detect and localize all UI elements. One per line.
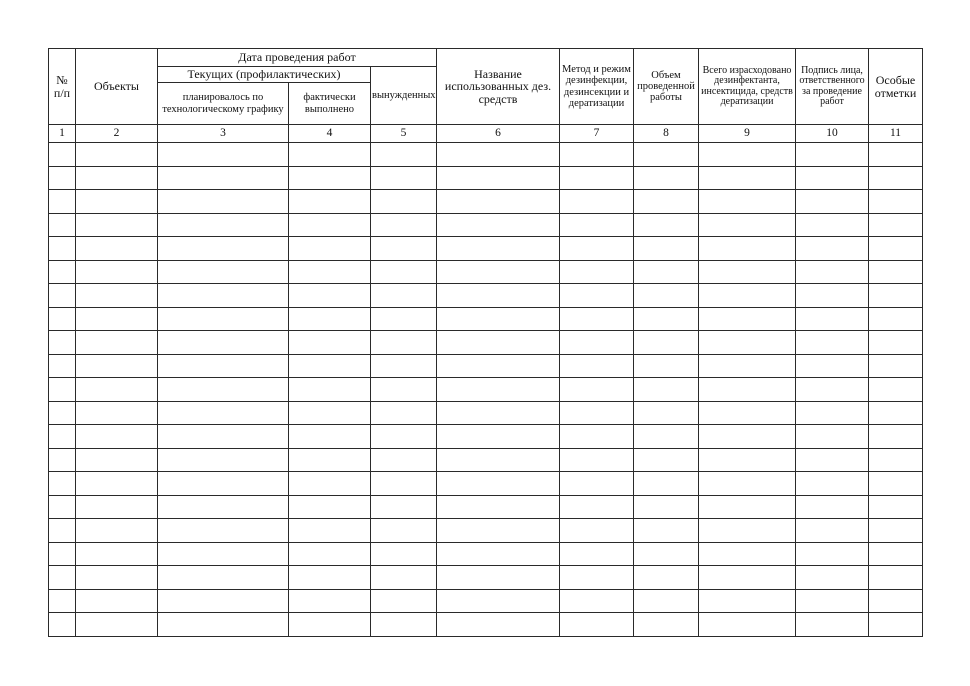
table-cell (560, 566, 634, 590)
table-cell (560, 166, 634, 190)
table-cell (560, 495, 634, 519)
table-cell (869, 542, 923, 566)
table-cell (560, 425, 634, 449)
table-cell (560, 190, 634, 214)
table-cell (634, 354, 699, 378)
table-cell (699, 425, 796, 449)
table-row (49, 448, 923, 472)
table-cell (869, 190, 923, 214)
table-cell (158, 284, 289, 308)
table-cell (49, 190, 76, 214)
table-cell (437, 354, 560, 378)
table-row (49, 401, 923, 425)
table-row (49, 143, 923, 167)
table-cell (49, 401, 76, 425)
table-cell (76, 472, 158, 496)
table-cell (49, 613, 76, 637)
table-cell (869, 284, 923, 308)
table-cell (699, 307, 796, 331)
table-row (49, 190, 923, 214)
header-signature: Подпись лица, ответственного за проведение работ (796, 49, 869, 125)
table-cell (371, 613, 437, 637)
table-cell (796, 331, 869, 355)
table-cell (634, 190, 699, 214)
table-cell (437, 284, 560, 308)
table-cell (796, 166, 869, 190)
table-cell (76, 284, 158, 308)
table-cell (371, 190, 437, 214)
table-cell (869, 613, 923, 637)
table-cell (49, 589, 76, 613)
table-cell (699, 284, 796, 308)
table-cell (49, 213, 76, 237)
table-cell (560, 519, 634, 543)
column-number: 6 (437, 125, 560, 143)
header-number: № п/п (49, 49, 76, 125)
column-number: 5 (371, 125, 437, 143)
header-total-used: Всего израсходовано дезинфектанта, инсектицида, средств дератизации (699, 49, 796, 125)
table-row (49, 613, 923, 637)
table-cell (796, 401, 869, 425)
table-cell (158, 472, 289, 496)
table-cell (371, 166, 437, 190)
table-cell (49, 566, 76, 590)
table-cell (76, 331, 158, 355)
column-number: 7 (560, 125, 634, 143)
column-numbers-row (49, 125, 923, 143)
table-cell (869, 472, 923, 496)
table-cell (289, 566, 371, 590)
journal-body (49, 143, 923, 637)
table-cell (796, 448, 869, 472)
table-cell (634, 589, 699, 613)
table-cell (289, 143, 371, 167)
table-cell (437, 448, 560, 472)
table-cell (158, 613, 289, 637)
table-cell (869, 213, 923, 237)
table-cell (437, 260, 560, 284)
table-cell (634, 237, 699, 261)
table-cell (76, 190, 158, 214)
table-cell (49, 307, 76, 331)
table-cell (796, 519, 869, 543)
table-cell (437, 237, 560, 261)
column-number: 8 (634, 125, 699, 143)
table-cell (437, 166, 560, 190)
table-cell (76, 589, 158, 613)
table-cell (49, 331, 76, 355)
table-cell (560, 472, 634, 496)
table-cell (699, 613, 796, 637)
table-row (49, 237, 923, 261)
table-cell (699, 566, 796, 590)
table-cell (158, 143, 289, 167)
table-row (49, 495, 923, 519)
table-cell (796, 495, 869, 519)
table-cell (158, 566, 289, 590)
table-cell (371, 307, 437, 331)
table-cell (560, 613, 634, 637)
table-cell (289, 401, 371, 425)
table-cell (699, 143, 796, 167)
table-row (49, 213, 923, 237)
table-cell (289, 166, 371, 190)
table-cell (560, 354, 634, 378)
table-cell (634, 401, 699, 425)
table-cell (49, 143, 76, 167)
table-cell (289, 448, 371, 472)
table-cell (869, 378, 923, 402)
table-cell (158, 354, 289, 378)
table-cell (869, 495, 923, 519)
table-cell (289, 589, 371, 613)
header-special-notes: Особые отметки (869, 49, 923, 125)
table-cell (699, 472, 796, 496)
table-cell (560, 307, 634, 331)
table-cell (699, 213, 796, 237)
table-cell (289, 331, 371, 355)
table-cell (437, 331, 560, 355)
table-cell (371, 284, 437, 308)
table-cell (869, 166, 923, 190)
table-cell (796, 566, 869, 590)
table-cell (869, 589, 923, 613)
table-cell (371, 260, 437, 284)
table-cell (796, 284, 869, 308)
table-cell (869, 237, 923, 261)
header-method: Метод и режим дезинфекции, дезинсекции и дератизации (560, 49, 634, 125)
table-cell (76, 566, 158, 590)
table-cell (76, 378, 158, 402)
table-cell (869, 401, 923, 425)
table-cell (634, 307, 699, 331)
table-cell (289, 378, 371, 402)
column-number: 2 (76, 125, 158, 143)
table-cell (437, 589, 560, 613)
table-cell (289, 260, 371, 284)
table-cell (634, 378, 699, 402)
table-cell (634, 143, 699, 167)
table-cell (289, 284, 371, 308)
table-cell (158, 237, 289, 261)
table-cell (289, 213, 371, 237)
table-cell (634, 613, 699, 637)
table-cell (634, 472, 699, 496)
table-cell (49, 519, 76, 543)
table-cell (371, 331, 437, 355)
table-cell (76, 143, 158, 167)
table-cell (76, 166, 158, 190)
table-row (49, 260, 923, 284)
column-number: 9 (699, 125, 796, 143)
header-objects: Объекты (76, 49, 158, 125)
table-cell (796, 143, 869, 167)
table-cell (634, 213, 699, 237)
table-row (49, 472, 923, 496)
table-row (49, 354, 923, 378)
table-cell (869, 260, 923, 284)
header-volume: Объем проведенной работы (634, 49, 699, 125)
table-cell (158, 307, 289, 331)
table-cell (437, 401, 560, 425)
table-cell (49, 495, 76, 519)
table-cell (49, 166, 76, 190)
table-cell (796, 237, 869, 261)
table-cell (634, 519, 699, 543)
header-row-1 (49, 49, 923, 67)
table-cell (634, 284, 699, 308)
table-cell (437, 213, 560, 237)
table-row (49, 378, 923, 402)
table-cell (869, 307, 923, 331)
table-cell (289, 495, 371, 519)
table-cell (371, 401, 437, 425)
table-cell (76, 542, 158, 566)
table-cell (289, 237, 371, 261)
table-cell (437, 566, 560, 590)
table-cell (634, 331, 699, 355)
table-cell (869, 425, 923, 449)
table-cell (158, 190, 289, 214)
table-cell (796, 589, 869, 613)
table-cell (371, 378, 437, 402)
table-cell (371, 425, 437, 449)
table-cell (634, 425, 699, 449)
table-cell (289, 613, 371, 637)
table-cell (158, 401, 289, 425)
column-number: 10 (796, 125, 869, 143)
table-cell (76, 354, 158, 378)
table-cell (49, 284, 76, 308)
table-cell (76, 260, 158, 284)
table-cell (158, 425, 289, 449)
table-cell (371, 519, 437, 543)
table-cell (158, 495, 289, 519)
column-number: 3 (158, 125, 289, 143)
table-cell (158, 589, 289, 613)
table-cell (371, 213, 437, 237)
table-cell (49, 237, 76, 261)
journal-table (48, 48, 923, 637)
table-cell (560, 401, 634, 425)
table-cell (289, 354, 371, 378)
table-cell (76, 448, 158, 472)
table-cell (560, 448, 634, 472)
table-cell (76, 237, 158, 261)
table-cell (49, 472, 76, 496)
table-cell (76, 213, 158, 237)
table-cell (158, 519, 289, 543)
table-cell (560, 237, 634, 261)
table-cell (699, 542, 796, 566)
table-cell (796, 213, 869, 237)
table-row (49, 166, 923, 190)
table-cell (289, 542, 371, 566)
table-cell (158, 378, 289, 402)
table-cell (437, 472, 560, 496)
table-cell (560, 589, 634, 613)
table-cell (699, 237, 796, 261)
header-date-group: Дата проведения работ (158, 49, 437, 67)
table-cell (560, 542, 634, 566)
table-cell (560, 284, 634, 308)
table-cell (634, 448, 699, 472)
table-row (49, 519, 923, 543)
table-row (49, 284, 923, 308)
table-cell (796, 542, 869, 566)
table-cell (560, 378, 634, 402)
table-cell (634, 566, 699, 590)
table-cell (371, 472, 437, 496)
table-cell (76, 495, 158, 519)
table-row (49, 542, 923, 566)
table-cell (437, 307, 560, 331)
table-cell (796, 425, 869, 449)
table-cell (371, 566, 437, 590)
table-cell (371, 448, 437, 472)
table-cell (699, 260, 796, 284)
table-row (49, 566, 923, 590)
table-cell (437, 542, 560, 566)
table-cell (699, 519, 796, 543)
table-cell (634, 542, 699, 566)
table-cell (49, 542, 76, 566)
table-cell (699, 378, 796, 402)
table-cell (289, 519, 371, 543)
table-cell (76, 401, 158, 425)
header-actual: фактически выполнено (289, 83, 371, 125)
table-cell (158, 448, 289, 472)
table-cell (699, 331, 796, 355)
table-cell (699, 166, 796, 190)
table-cell (49, 378, 76, 402)
table-row (49, 589, 923, 613)
table-cell (699, 354, 796, 378)
table-cell (289, 190, 371, 214)
table-cell (371, 237, 437, 261)
table-cell (634, 260, 699, 284)
table-cell (289, 472, 371, 496)
header-forced: вынужденных (371, 67, 437, 125)
table-cell (437, 613, 560, 637)
table-cell (289, 307, 371, 331)
table-cell (560, 260, 634, 284)
table-cell (699, 190, 796, 214)
table-cell (796, 260, 869, 284)
table-cell (699, 495, 796, 519)
header-disinfectant-name: Название использованных дез. средств (437, 49, 560, 125)
table-cell (437, 495, 560, 519)
table-cell (869, 354, 923, 378)
table-cell (796, 307, 869, 331)
table-cell (158, 213, 289, 237)
table-cell (437, 143, 560, 167)
column-number: 1 (49, 125, 76, 143)
table-cell (49, 448, 76, 472)
table-cell (796, 378, 869, 402)
table-cell (158, 542, 289, 566)
table-cell (560, 143, 634, 167)
table-cell (437, 378, 560, 402)
table-cell (869, 331, 923, 355)
table-cell (796, 472, 869, 496)
table-cell (371, 542, 437, 566)
table-cell (634, 166, 699, 190)
table-cell (76, 425, 158, 449)
table-cell (76, 519, 158, 543)
table-cell (869, 448, 923, 472)
table-cell (437, 519, 560, 543)
table-cell (869, 566, 923, 590)
table-cell (76, 307, 158, 331)
table-cell (869, 143, 923, 167)
table-cell (869, 519, 923, 543)
column-number: 4 (289, 125, 371, 143)
table-cell (699, 401, 796, 425)
table-cell (699, 589, 796, 613)
table-cell (49, 425, 76, 449)
table-cell (158, 260, 289, 284)
table-cell (699, 448, 796, 472)
table-cell (49, 260, 76, 284)
table-cell (796, 190, 869, 214)
table-cell (49, 354, 76, 378)
table-cell (289, 425, 371, 449)
table-cell (371, 589, 437, 613)
table-row (49, 307, 923, 331)
table-cell (158, 166, 289, 190)
table-cell (796, 613, 869, 637)
table-cell (796, 354, 869, 378)
table-cell (76, 613, 158, 637)
table-cell (371, 495, 437, 519)
table-cell (634, 495, 699, 519)
table-cell (371, 143, 437, 167)
table-cell (158, 331, 289, 355)
column-number: 11 (869, 125, 923, 143)
table-cell (560, 331, 634, 355)
table-cell (560, 213, 634, 237)
header-planned: планировалось по технологическому графику (158, 83, 289, 125)
table-cell (437, 190, 560, 214)
header-current-group: Текущих (профилактических) (158, 67, 371, 83)
table-cell (371, 354, 437, 378)
table-row (49, 425, 923, 449)
table-row (49, 331, 923, 355)
table-cell (437, 425, 560, 449)
